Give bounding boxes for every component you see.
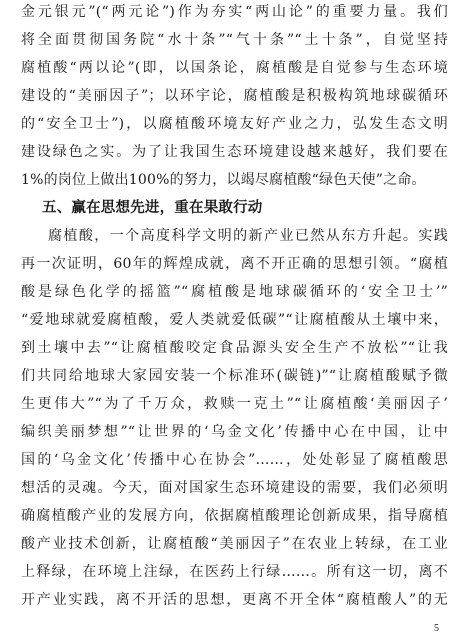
body-text-line: 的“安全卫士”)，以腐植酸环境友好产业之力，弘发生态文明: [21, 116, 448, 132]
body-text-line: 生更伟大”“为了千万众，救赎一克土”“让腐植酸‘美丽因子’: [21, 396, 448, 412]
body-text-line: 国的‘乌金文化’传播中心在协会”……，处处彰显了腐植酸思: [21, 452, 448, 468]
section-heading: 五、赢在思想先进，重在果敢行动: [42, 200, 263, 216]
body-text-line: 金元银元”(“两元论”)作为夯实“两山论”的重要力量。我们: [21, 4, 448, 20]
body-text-line: 上释绿，在环境上注绿，在医药上行绿……。所有这一切，离不: [21, 564, 448, 580]
body-text-line: 确腐植酸产业的发展方向，依据腐植酸理论创新成果，指导腐植: [21, 508, 448, 524]
body-text-line: 腐植酸“两以论”(即，以国条论，腐植酸是自觉参与生态环境: [21, 60, 448, 76]
body-text-line: 们共同给地球大家园安装一个标准环(碳链)”“让腐植酸赋予微: [21, 368, 448, 384]
paragraph-first-line: 腐植酸，一个高度科学文明的新产业已然从东方升起。实践: [48, 228, 448, 244]
body-text-line: 建设绿色之实。为了让我国生态环境建设越来越好，我们要在: [21, 144, 448, 160]
body-text-line: 编织美丽梦想”“让世界的‘乌金文化’传播中心在中国，让中: [21, 424, 448, 440]
body-text-line: 1%的岗位上做出100%的努力，以竭尽腐植酸“绿色天使”之命。: [21, 172, 426, 188]
body-text-line: 开产业实践，离不开活的思想，更离不开全体“腐植酸人”的无: [21, 592, 448, 608]
body-text-line: 想活的灵魂。今天，面对国家生态环境建设的需要，我们必须明: [21, 480, 448, 496]
body-text-line: 酸产业技术创新，让腐植酸“美丽因子”在农业上转绿，在工业: [21, 536, 448, 552]
body-text-line: 到土壤中去”“让腐植酸咬定食品源头安全生产不放松”“让我: [21, 340, 448, 356]
body-text-line: 建设的“美丽因子”；以环宇论，腐植酸是积极构筑地球碳循环: [21, 88, 448, 104]
page-number: 5: [434, 623, 439, 634]
body-text-line: 将全面贯彻国务院“水十条”“气十条”“土十条”，自觉坚持: [21, 32, 448, 48]
body-text-line: 再一次证明，60年的辉煌成就，离不开正确的思想引领。“腐植: [21, 256, 448, 272]
body-text-line: 酸是绿色化学的摇篮”“腐植酸是地球碳循环的‘安全卫士’”: [21, 284, 448, 300]
body-text-line: “爱地球就爱腐植酸，爱人类就爱低碳”“让腐植酸从土壤中来，: [21, 312, 448, 328]
